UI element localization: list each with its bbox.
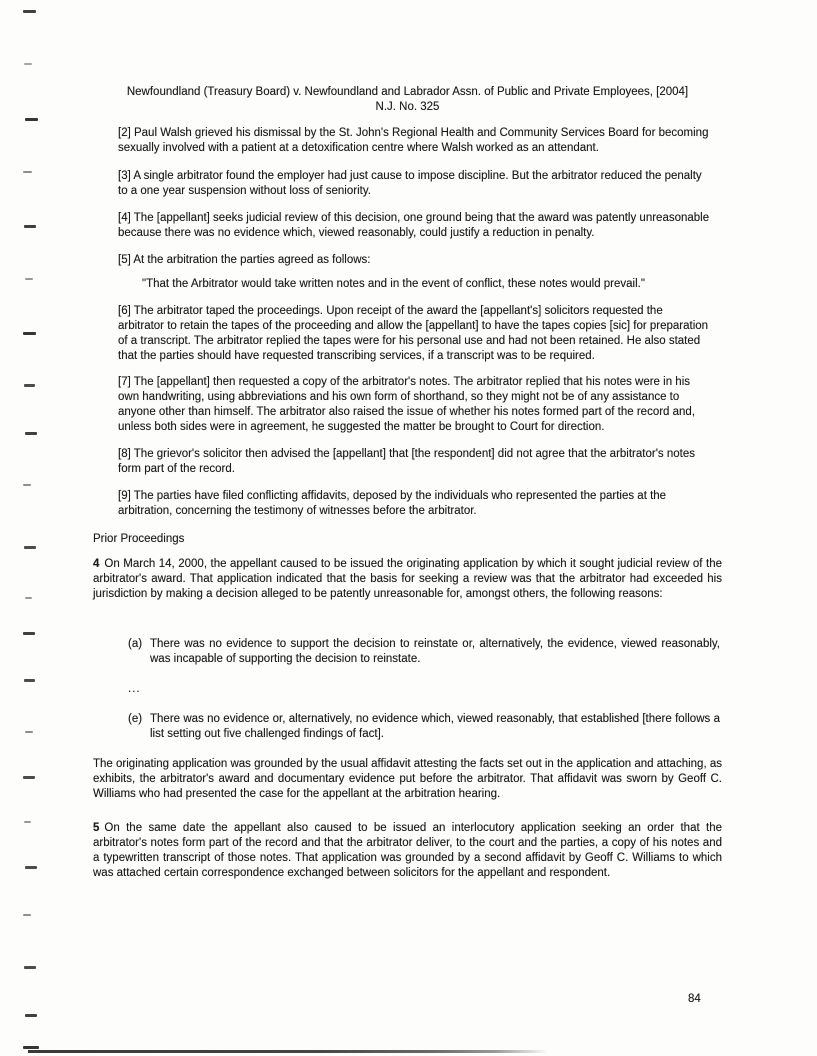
scan-mark bbox=[25, 118, 38, 121]
scan-mark bbox=[24, 225, 36, 228]
paragraph-text: On March 14, 2000, the appellant caused to be issued the originating application by which it sought judicial review of the arbitrator's award. That application indicated that the basis for seeking a review was that the arbitrator had exceeded his jurisdiction by making a decision alleged to be patently unreasonable for, amongst others, the following reasons: bbox=[93, 558, 722, 600]
list-item-e bbox=[128, 712, 722, 742]
scan-mark bbox=[25, 1014, 37, 1017]
scan-artifact-bottom-bar bbox=[28, 1050, 548, 1053]
section-heading-prior-proceedings: Prior Proceedings bbox=[93, 533, 185, 545]
scan-mark bbox=[23, 1046, 39, 1049]
scan-mark bbox=[24, 679, 35, 682]
numbered-paragraph-5 bbox=[93, 821, 722, 881]
scan-mark bbox=[24, 966, 36, 969]
scan-mark bbox=[24, 63, 32, 65]
scan-mark bbox=[25, 866, 37, 869]
paragraph-number: 5 bbox=[93, 822, 100, 834]
scan-mark bbox=[23, 632, 35, 635]
scan-mark bbox=[23, 171, 32, 173]
scan-mark bbox=[25, 278, 33, 280]
paragraph-8: [8] The grievor's solicitor then advised the [appellant] that [the respondent] did not agree that the arbitrator's notes form part of the record. bbox=[118, 448, 695, 475]
paragraph-text: On the same date the appellant also caused to be issued an interlocutory application seeking an order that the arbitrator's notes form part of the record and that the arbitrator deliver, to the court and the parties, a copy of his notes and a typewritten transcript of those notes. That application was grounded by a second affidavit by Geoff C. Williams to which was attached certain correspondence exchanged between solicitors for the appellant and respondent. bbox=[93, 822, 722, 879]
list-item-label: (e) bbox=[128, 713, 143, 725]
paragraph-number: 4 bbox=[93, 558, 100, 570]
scan-mark bbox=[23, 484, 31, 486]
scan-mark bbox=[25, 432, 37, 435]
omission-ellipsis: ... bbox=[128, 683, 141, 695]
case-citation: N.J. No. 325 bbox=[375, 101, 440, 113]
list-item-text: There was no evidence to support the decision to reinstate or, alternatively, the evidence, viewed reasonably, was incapable of supporting the decision to reinstate. bbox=[150, 638, 720, 665]
document-content bbox=[93, 85, 722, 893]
list-item-label: (a) bbox=[128, 638, 143, 650]
arbitrator-quote: "That the Arbitrator would take written notes and in the event of conflict, these notes would prevail." bbox=[142, 278, 645, 290]
scan-mark bbox=[23, 776, 35, 779]
page-number: 84 bbox=[688, 993, 701, 1005]
paragraph-6: [6] The arbitrator taped the proceedings. Upon receipt of the award the [appellant's] solicitors requested the arbitrator to retain the tapes of the proceeding and allow the [appellant] to have the tapes copies [sic] for preparation of a transcript. The arbitrator replied the tapes were for his personal use and had not been retained. He also stated that the parties should have requested transcribing services, if a transcript was to be required. bbox=[118, 305, 709, 362]
scan-mark bbox=[24, 821, 31, 823]
scan-mark bbox=[25, 731, 33, 733]
paragraph-5-numbered: [5] At the arbitration the parties agreed as follows: bbox=[118, 254, 371, 266]
paragraph-7: [7] The [appellant] then requested a copy of the arbitrator's notes. The arbitrator replied that his notes were in his own handwriting, using abbreviations and his own form of shorthand, so they might not be of any assistance to anyone other than himself. The arbitrator also raised the issue of whether his notes formed part of the record and, unless both sides were in agreement, he suggested the matter be brought to Court for direction. bbox=[118, 376, 696, 433]
paragraph-4-numbered: [4] The [appellant] seeks judicial review of this decision, one ground being that the award was patently unreasonable because there was no evidence which, viewed reasonably, could justify a reduction in penalty. bbox=[118, 212, 710, 239]
scan-mark bbox=[23, 332, 36, 335]
paragraph-9: [9] The parties have filed conflicting affidavits, deposed by the individuals who represented the parties at the arbitration, concerning the testimony of witnesses before the arbitrator. bbox=[118, 490, 667, 517]
list-item-a bbox=[128, 637, 722, 667]
scan-mark bbox=[23, 914, 31, 916]
scan-mark bbox=[24, 384, 35, 387]
scan-mark bbox=[25, 597, 32, 599]
scan-mark bbox=[23, 10, 36, 13]
case-title-line1: Newfoundland (Treasury Board) v. Newfoundland and Labrador Assn. of Public and Private Employees, [2004] bbox=[126, 86, 689, 98]
numbered-paragraph-4 bbox=[93, 557, 722, 602]
list-item-text: There was no evidence or, alternatively, no evidence which, viewed reasonably, that established [there follows a list setting out five challenged findings of fact]. bbox=[150, 713, 720, 740]
case-title bbox=[93, 85, 722, 115]
scan-mark bbox=[24, 546, 36, 549]
paragraph-2: [2] Paul Walsh grieved his dismissal by the St. John's Regional Health and Community Services Board for becoming sexually involved with a patient at a detoxification centre where Walsh worked as an attendant. bbox=[118, 127, 709, 154]
paragraph-3: [3] A single arbitrator found the employer had just cause to impose discipline. But the arbitrator reduced the penalty to a one year suspension without loss of seniority. bbox=[118, 170, 702, 197]
grounding-paragraph: The originating application was grounded by the usual affidavit attesting the facts set out in the application and attaching, as exhibits, the arbitrator's award and documentary evidence put before the arbitrator. That affidavit was sworn by Geoff C. Williams who had presented the case for the appellant at the arbitration hearing. bbox=[93, 758, 722, 800]
